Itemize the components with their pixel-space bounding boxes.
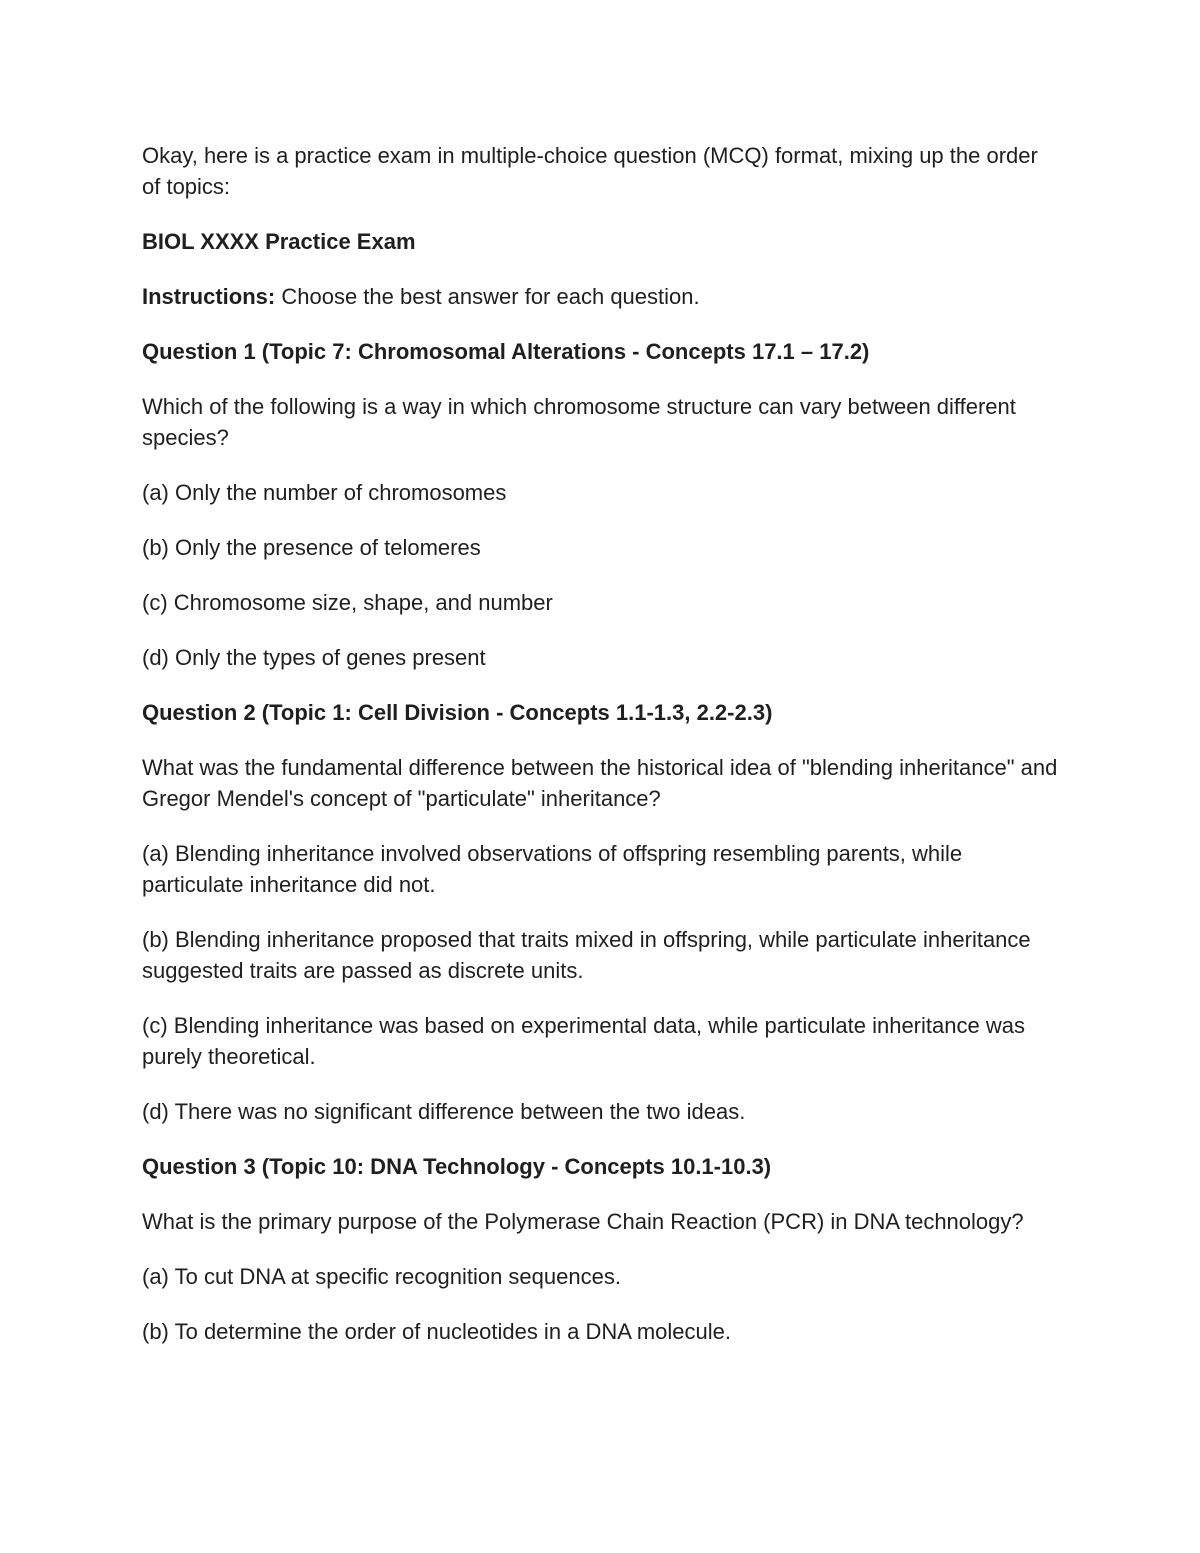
exam-title: BIOL XXXX Practice Exam: [142, 229, 416, 254]
question-1-option-d: (d) Only the types of genes present: [142, 645, 486, 670]
question-2-option-b: (b) Blending inheritance proposed that traits mixed in offspring, while particulate inheritance suggested traits are passed as discrete units.: [142, 927, 1031, 983]
question-2-prompt: What was the fundamental difference between the historical idea of "blending inheritance" and Gregor Mendel's concept of "particulate" inheritance?: [142, 755, 1058, 811]
question-1-prompt: Which of the following is a way in which chromosome structure can vary between different species?: [142, 394, 1016, 450]
question-2-option-a: (a) Blending inheritance involved observations of offspring resembling parents, while particulate inheritance did not.: [142, 841, 963, 897]
instructions-label: Instructions:: [142, 284, 276, 309]
question-3-option-b: (b) To determine the order of nucleotides in a DNA molecule.: [142, 1319, 732, 1344]
question-2-heading: Question 2 (Topic 1: Cell Division - Concepts 1.1-1.3, 2.2-2.3): [142, 700, 773, 725]
instructions-paragraph: [142, 281, 1062, 312]
question-1-option-c: (c) Chromosome size, shape, and number: [142, 590, 553, 615]
instructions-text: Choose the best answer for each question.: [275, 284, 700, 309]
question-1-option-a: (a) Only the number of chromosomes: [142, 480, 507, 505]
question-3-heading: Question 3 (Topic 10: DNA Technology - Concepts 10.1-10.3): [142, 1154, 772, 1179]
question-3-option-a: (a) To cut DNA at specific recognition sequences.: [142, 1264, 621, 1289]
question-1-heading: Question 1 (Topic 7: Chromosomal Alterations - Concepts 17.1 – 17.2): [142, 339, 870, 364]
intro-paragraph: Okay, here is a practice exam in multiple-choice question (MCQ) format, mixing up the order of topics:: [142, 143, 1038, 199]
question-2-option-d: (d) There was no significant difference between the two ideas.: [142, 1099, 746, 1124]
document-body: [142, 140, 1062, 1371]
question-2-option-c: (c) Blending inheritance was based on experimental data, while particulate inheritance was purely theoretical.: [142, 1013, 1025, 1069]
question-3-prompt: What is the primary purpose of the Polymerase Chain Reaction (PCR) in DNA technology?: [142, 1209, 1024, 1234]
question-1-option-b: (b) Only the presence of telomeres: [142, 535, 481, 560]
